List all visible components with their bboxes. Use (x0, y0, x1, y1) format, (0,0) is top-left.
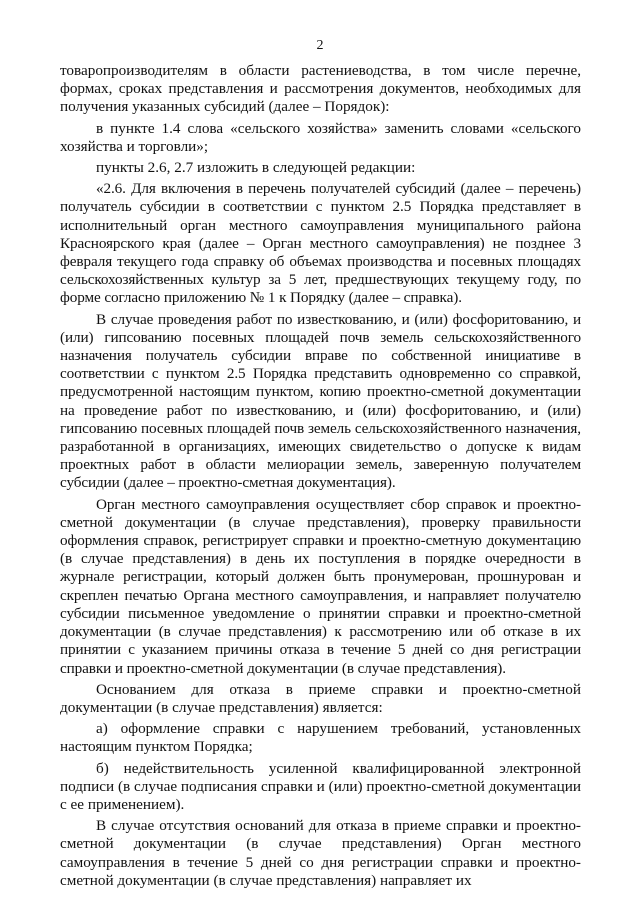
paragraph-liming-works: В случае проведения работ по известкованию, и (или) фосфоритованию, и (или) гипсованию посевных площадей почв земель сельскохозяйственного назначения получатель субсидии вправе по собственной инициативе в соответствии с пунктом 2.5 Порядка представить одновременно со справкой, предусмотренной настоящим пунктом, копию проектно-сметной документации на проведение работ по известкованию, и (или) фосфоритованию, и (или) гипсованию посевных площадей почв земель сельскохозяйственного назначения, разработанной в организациях, имеющих свидетельство о допуске к видам проектных работ в области мелиорации земель, заверенную получателем субсидии (далее – проектно-сметная документация). (60, 310, 581, 492)
paragraph-amendment-1-4: в пункте 1.4 слова «сельского хозяйства» заменить словами «сельского хозяйства и торговли»; (60, 119, 581, 155)
paragraph-continuation: товаропроизводителям в области растениеводства, в том числе перечне, формах, сроках представления и рассмотрения документов, необходимых для получения указанных субсидий (далее – Порядок): (60, 62, 581, 116)
paragraph-amendment-2-6-2-7: пункты 2.6, 2.7 изложить в следующей редакции: (96, 159, 416, 177)
document-body (60, 62, 581, 893)
paragraph-no-grounds-for-refusal: В случае отсутствия оснований для отказа в приеме справки и проектно-сметной документации (в случае представления) Орган местного самоуправления в течение 5 дней со дня регистрации справки и проектно-сметной документации (в случае представления) направляет их (60, 817, 581, 889)
paragraph-collection-of-certificates: Орган местного самоуправления осуществляет сбор справок и проектно-сметной документации (в случае представления), проверку правильности оформления справок, регистрирует справки и проектно-сметную документацию (в случае представления) в день их поступления в порядке очередности в журнале регистрации, который должен быть пронумерован, прошнурован и скреплен печатью Органа местного самоуправления, и направляет получателю субсидии письменное уведомление о принятии справки и проектно-сметной документации (в случае представления) к рассмотрению или об отказе в их принятии с указанием причины отказа в течение 5 дней со дня регистрации справки и проектно-сметной документации (в случае представления). (60, 495, 581, 677)
paragraph-refusal-ground-b: б) недействительность усиленной квалифицированной электронной подписи (в случае подписания справки и (или) проектно-сметной документации с ее применением). (60, 759, 581, 813)
paragraph-refusal-ground-a: а) оформление справки с нарушением требований, установленных настоящим пунктом Порядка; (60, 720, 581, 756)
page-number: 2 (316, 38, 324, 53)
paragraph-clause-2-6: «2.6. Для включения в перечень получателей субсидий (далее – перечень) получатель субсидии в соответствии с пунктом 2.5 Порядка представляет в исполнительный орган местного самоуправления муниципального района Красноярского края (далее – Орган местного самоуправления) не позднее 3 февраля текущего года справку об объемах производства и посевных площадях сельскохозяйственных культур за 5 лет, предшествующих текущему году, по форме согласно приложению № 1 к Порядку (далее – справка). (60, 180, 581, 307)
paragraph-grounds-for-refusal: Основанием для отказа в приеме справки и проектно-сметной документации (в случае представления) является: (60, 680, 581, 716)
